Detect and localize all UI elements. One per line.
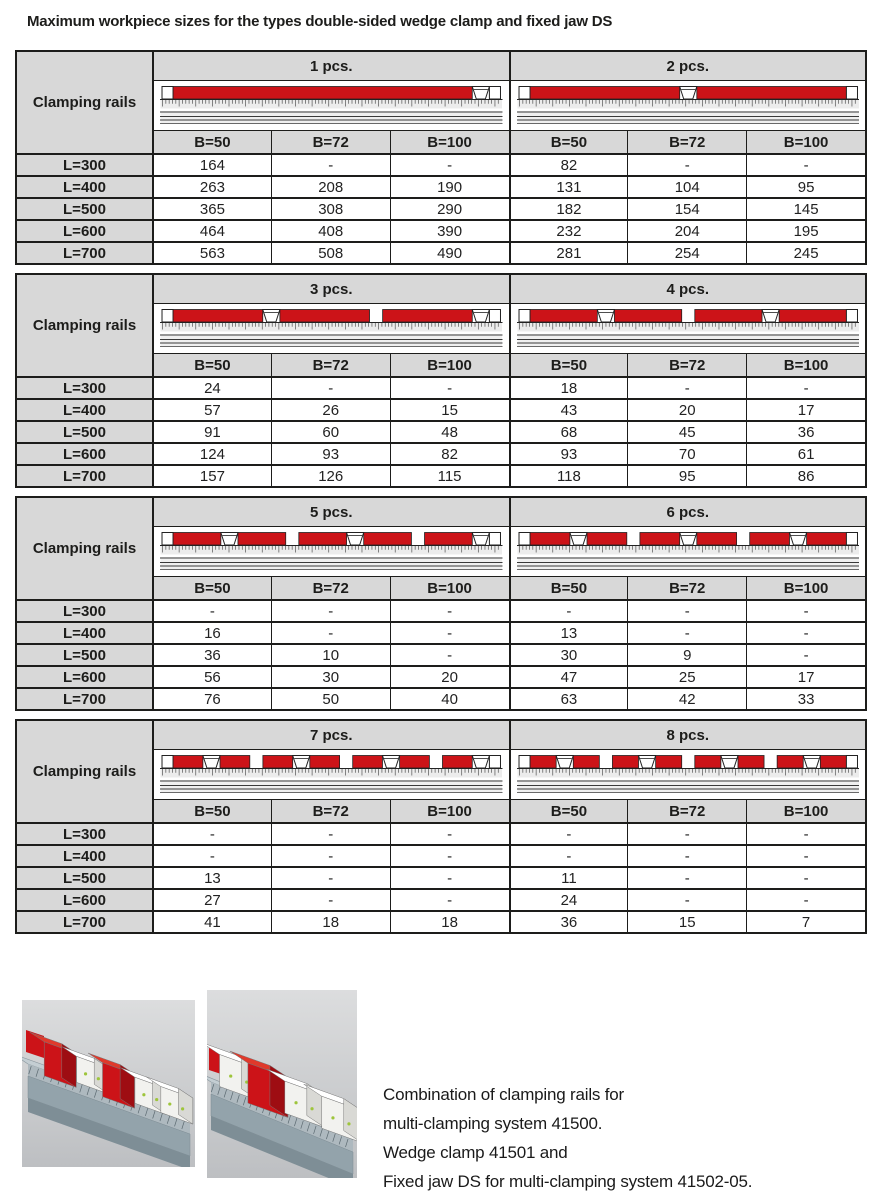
workpiece-table-1-2pcs <box>15 50 867 265</box>
value-cell: - <box>390 621 509 643</box>
value-cell: 195 <box>746 219 865 241</box>
b-col-header: B=100 <box>390 576 509 599</box>
value-cell: 118 <box>509 464 628 486</box>
value-cell: 104 <box>627 175 746 197</box>
clamping-rails-label: Clamping rails <box>17 498 152 599</box>
rail-diagram-3pcs <box>160 307 503 351</box>
rail-diagram-cell-3pcs <box>152 303 509 353</box>
value-cell: 60 <box>271 420 390 442</box>
b-col-header: B=100 <box>746 130 865 153</box>
workpiece-bar <box>310 755 340 768</box>
workpiece-bar <box>442 755 472 768</box>
workpiece-bar <box>614 309 681 322</box>
value-cell: 190 <box>390 175 509 197</box>
value-cell: 490 <box>390 241 509 263</box>
value-cell: 93 <box>271 442 390 464</box>
row-label: L=400 <box>17 621 152 643</box>
value-cell: 157 <box>152 464 271 486</box>
value-cell: 208 <box>271 175 390 197</box>
rail-diagram-cell-4pcs <box>509 303 866 353</box>
value-cell: 30 <box>509 643 628 665</box>
value-cell: 17 <box>746 398 865 420</box>
value-cell: 33 <box>746 687 865 709</box>
value-cell: 408 <box>271 219 390 241</box>
value-cell: 9 <box>627 643 746 665</box>
value-cell: 86 <box>746 464 865 486</box>
value-cell: - <box>746 376 865 398</box>
value-cell: 18 <box>271 910 390 932</box>
workpiece-bar <box>737 755 763 768</box>
row-label: L=400 <box>17 844 152 866</box>
value-cell: 68 <box>509 420 628 442</box>
b-col-header: B=50 <box>509 576 628 599</box>
value-cell: - <box>627 599 746 621</box>
row-label: L=700 <box>17 910 152 932</box>
value-cell: 40 <box>390 687 509 709</box>
row-label: L=700 <box>17 464 152 486</box>
workpiece-bar <box>749 532 789 545</box>
value-cell: 41 <box>152 910 271 932</box>
b-col-header: B=50 <box>152 130 271 153</box>
value-cell: 182 <box>509 197 628 219</box>
b-col-header: B=100 <box>390 799 509 822</box>
workpiece-bar <box>530 532 570 545</box>
value-cell: - <box>746 153 865 175</box>
value-cell: 56 <box>152 665 271 687</box>
value-cell: - <box>746 822 865 844</box>
clamping-rails-label: Clamping rails <box>17 275 152 376</box>
value-cell: - <box>271 844 390 866</box>
value-cell: - <box>390 844 509 866</box>
value-cell: 36 <box>509 910 628 932</box>
value-cell: 20 <box>390 665 509 687</box>
pcs-header-4: 4 pcs. <box>509 275 866 303</box>
workpiece-bar <box>238 532 286 545</box>
b-col-header: B=100 <box>390 353 509 376</box>
row-label: L=700 <box>17 241 152 263</box>
row-label: L=700 <box>17 687 152 709</box>
caption-line-3: Wedge clamp 41501 and <box>383 1143 568 1162</box>
value-cell: 15 <box>390 398 509 420</box>
workpiece-bar <box>694 755 720 768</box>
value-cell: 82 <box>390 442 509 464</box>
pcs-header-2: 2 pcs. <box>509 52 866 80</box>
rail-diagram-2pcs <box>517 84 860 128</box>
value-cell: 263 <box>152 175 271 197</box>
value-cell: 115 <box>390 464 509 486</box>
pcs-header-8: 8 pcs. <box>509 721 866 749</box>
row-label: L=500 <box>17 643 152 665</box>
value-cell: 91 <box>152 420 271 442</box>
workpiece-size-tables <box>15 50 867 942</box>
value-cell: 70 <box>627 442 746 464</box>
workpiece-bar <box>220 755 250 768</box>
workpiece-bar <box>696 532 736 545</box>
b-col-header: B=50 <box>152 353 271 376</box>
b-col-header: B=50 <box>152 576 271 599</box>
value-cell: - <box>390 888 509 910</box>
value-cell: 10 <box>271 643 390 665</box>
value-cell: - <box>627 153 746 175</box>
value-cell: 45 <box>627 420 746 442</box>
b-col-header: B=72 <box>627 130 746 153</box>
value-cell: 245 <box>746 241 865 263</box>
workpiece-bar <box>353 755 383 768</box>
row-label: L=600 <box>17 888 152 910</box>
value-cell: 43 <box>509 398 628 420</box>
value-cell: - <box>627 376 746 398</box>
value-cell: - <box>271 621 390 643</box>
value-cell: 145 <box>746 197 865 219</box>
workpiece-bar <box>364 532 412 545</box>
row-label: L=300 <box>17 376 152 398</box>
rail-diagram-4pcs <box>517 307 860 351</box>
value-cell: 126 <box>271 464 390 486</box>
value-cell: 24 <box>152 376 271 398</box>
value-cell: 124 <box>152 442 271 464</box>
b-col-header: B=72 <box>627 799 746 822</box>
rail-diagram-7pcs <box>160 753 503 797</box>
value-cell: - <box>390 643 509 665</box>
pcs-header-6: 6 pcs. <box>509 498 866 526</box>
value-cell: 24 <box>509 888 628 910</box>
clamping-rail-photo-1-icon <box>22 1000 195 1167</box>
pcs-header-7: 7 pcs. <box>152 721 509 749</box>
value-cell: 281 <box>509 241 628 263</box>
b-col-header: B=100 <box>746 576 865 599</box>
value-cell: 13 <box>152 866 271 888</box>
value-cell: 390 <box>390 219 509 241</box>
value-cell: 254 <box>627 241 746 263</box>
pcs-header-5: 5 pcs. <box>152 498 509 526</box>
value-cell: - <box>271 153 390 175</box>
workpiece-bar <box>530 309 597 322</box>
workpiece-bar <box>777 755 803 768</box>
value-cell: 76 <box>152 687 271 709</box>
value-cell: - <box>152 599 271 621</box>
value-cell: 18 <box>390 910 509 932</box>
value-cell: - <box>271 866 390 888</box>
rail-diagram-6pcs <box>517 530 860 574</box>
value-cell: 36 <box>152 643 271 665</box>
value-cell: 154 <box>627 197 746 219</box>
workpiece-bar <box>655 755 681 768</box>
rail-diagram-1pcs <box>160 84 503 128</box>
value-cell: 18 <box>509 376 628 398</box>
footer-caption <box>383 1080 752 1196</box>
value-cell: - <box>746 643 865 665</box>
b-col-header: B=72 <box>271 576 390 599</box>
value-cell: 508 <box>271 241 390 263</box>
workpiece-bar <box>425 532 473 545</box>
workpiece-table-3-4pcs <box>15 273 867 488</box>
clamping-rail-photo-2-icon <box>207 990 357 1178</box>
value-cell: 16 <box>152 621 271 643</box>
value-cell: - <box>271 822 390 844</box>
value-cell: - <box>509 844 628 866</box>
b-col-header: B=72 <box>271 799 390 822</box>
row-label: L=500 <box>17 197 152 219</box>
pcs-header-1: 1 pcs. <box>152 52 509 80</box>
value-cell: - <box>390 153 509 175</box>
row-label: L=500 <box>17 420 152 442</box>
value-cell: 27 <box>152 888 271 910</box>
rail-diagram-5pcs <box>160 530 503 574</box>
value-cell: - <box>509 822 628 844</box>
value-cell: 13 <box>509 621 628 643</box>
value-cell: 15 <box>627 910 746 932</box>
row-label: L=500 <box>17 866 152 888</box>
value-cell: 95 <box>746 175 865 197</box>
rail-diagram-cell-8pcs <box>509 749 866 799</box>
workpiece-bar <box>639 532 679 545</box>
row-label: L=300 <box>17 153 152 175</box>
b-col-header: B=100 <box>390 130 509 153</box>
value-cell: 57 <box>152 398 271 420</box>
value-cell: 63 <box>509 687 628 709</box>
row-label: L=400 <box>17 398 152 420</box>
caption-line-2: multi-clamping system 41500. <box>383 1114 603 1133</box>
value-cell: 17 <box>746 665 865 687</box>
value-cell: - <box>271 599 390 621</box>
b-col-header: B=50 <box>509 130 628 153</box>
row-label: L=300 <box>17 599 152 621</box>
value-cell: - <box>390 866 509 888</box>
value-cell: - <box>746 844 865 866</box>
value-cell: 26 <box>271 398 390 420</box>
rail-diagram-cell-1pcs <box>152 80 509 130</box>
workpiece-table-7-8pcs <box>15 719 867 934</box>
workpiece-bar <box>530 755 556 768</box>
rail-diagram-cell-6pcs <box>509 526 866 576</box>
workpiece-bar <box>173 309 263 322</box>
value-cell: 204 <box>627 219 746 241</box>
value-cell: 61 <box>746 442 865 464</box>
value-cell: 42 <box>627 687 746 709</box>
value-cell: 50 <box>271 687 390 709</box>
value-cell: 308 <box>271 197 390 219</box>
b-col-header: B=72 <box>627 576 746 599</box>
value-cell: - <box>271 376 390 398</box>
value-cell: 232 <box>509 219 628 241</box>
workpiece-bar <box>806 532 846 545</box>
rail-diagram-cell-5pcs <box>152 526 509 576</box>
workpiece-bar <box>530 86 680 99</box>
value-cell: 290 <box>390 197 509 219</box>
value-cell: - <box>390 599 509 621</box>
value-cell: - <box>627 844 746 866</box>
workpiece-bar <box>263 755 293 768</box>
row-label: L=600 <box>17 219 152 241</box>
rail-diagram-cell-7pcs <box>152 749 509 799</box>
value-cell: - <box>390 822 509 844</box>
value-cell: 365 <box>152 197 271 219</box>
value-cell: 7 <box>746 910 865 932</box>
caption-line-1: Combination of clamping rails for <box>383 1085 624 1104</box>
value-cell: - <box>627 866 746 888</box>
value-cell: - <box>509 599 628 621</box>
rail-diagram-8pcs <box>517 753 860 797</box>
value-cell: 464 <box>152 219 271 241</box>
page-title: Maximum workpiece sizes for the types double-sided wedge clamp and fixed jaw DS <box>27 13 613 30</box>
workpiece-table-5-6pcs <box>15 496 867 711</box>
value-cell: 93 <box>509 442 628 464</box>
workpiece-bar <box>280 309 370 322</box>
workpiece-bar <box>779 309 846 322</box>
row-label: L=300 <box>17 822 152 844</box>
value-cell: 48 <box>390 420 509 442</box>
clamping-rails-label: Clamping rails <box>17 721 152 822</box>
value-cell: 36 <box>746 420 865 442</box>
b-col-header: B=50 <box>509 353 628 376</box>
value-cell: 164 <box>152 153 271 175</box>
b-col-header: B=100 <box>746 799 865 822</box>
value-cell: - <box>746 888 865 910</box>
rail-diagram-cell-2pcs <box>509 80 866 130</box>
value-cell: 47 <box>509 665 628 687</box>
row-label: L=600 <box>17 665 152 687</box>
value-cell: - <box>390 376 509 398</box>
value-cell: - <box>152 822 271 844</box>
workpiece-bar <box>173 532 221 545</box>
value-cell: 30 <box>271 665 390 687</box>
b-col-header: B=100 <box>746 353 865 376</box>
row-label: L=400 <box>17 175 152 197</box>
workpiece-bar <box>173 755 203 768</box>
workpiece-bar <box>587 532 627 545</box>
caption-line-4: Fixed jaw DS for multi-clamping system 41502-05. <box>383 1172 753 1191</box>
workpiece-bar <box>612 755 638 768</box>
clamping-rails-label: Clamping rails <box>17 52 152 153</box>
row-label: L=600 <box>17 442 152 464</box>
b-col-header: B=72 <box>627 353 746 376</box>
b-col-header: B=50 <box>509 799 628 822</box>
value-cell: 82 <box>509 153 628 175</box>
workpiece-bar <box>820 755 846 768</box>
value-cell: - <box>627 888 746 910</box>
b-col-header: B=72 <box>271 353 390 376</box>
value-cell: 563 <box>152 241 271 263</box>
workpiece-bar <box>173 86 472 99</box>
value-cell: - <box>627 822 746 844</box>
value-cell: - <box>627 621 746 643</box>
value-cell: 11 <box>509 866 628 888</box>
value-cell: - <box>271 888 390 910</box>
workpiece-bar <box>383 309 473 322</box>
value-cell: 131 <box>509 175 628 197</box>
b-col-header: B=50 <box>152 799 271 822</box>
workpiece-bar <box>573 755 599 768</box>
value-cell: - <box>746 599 865 621</box>
value-cell: - <box>746 866 865 888</box>
workpiece-bar <box>696 86 846 99</box>
workpiece-bar <box>299 532 347 545</box>
workpiece-bar <box>694 309 761 322</box>
value-cell: - <box>746 621 865 643</box>
b-col-header: B=72 <box>271 130 390 153</box>
value-cell: 20 <box>627 398 746 420</box>
value-cell: 25 <box>627 665 746 687</box>
workpiece-bar <box>400 755 430 768</box>
pcs-header-3: 3 pcs. <box>152 275 509 303</box>
value-cell: - <box>152 844 271 866</box>
value-cell: 95 <box>627 464 746 486</box>
